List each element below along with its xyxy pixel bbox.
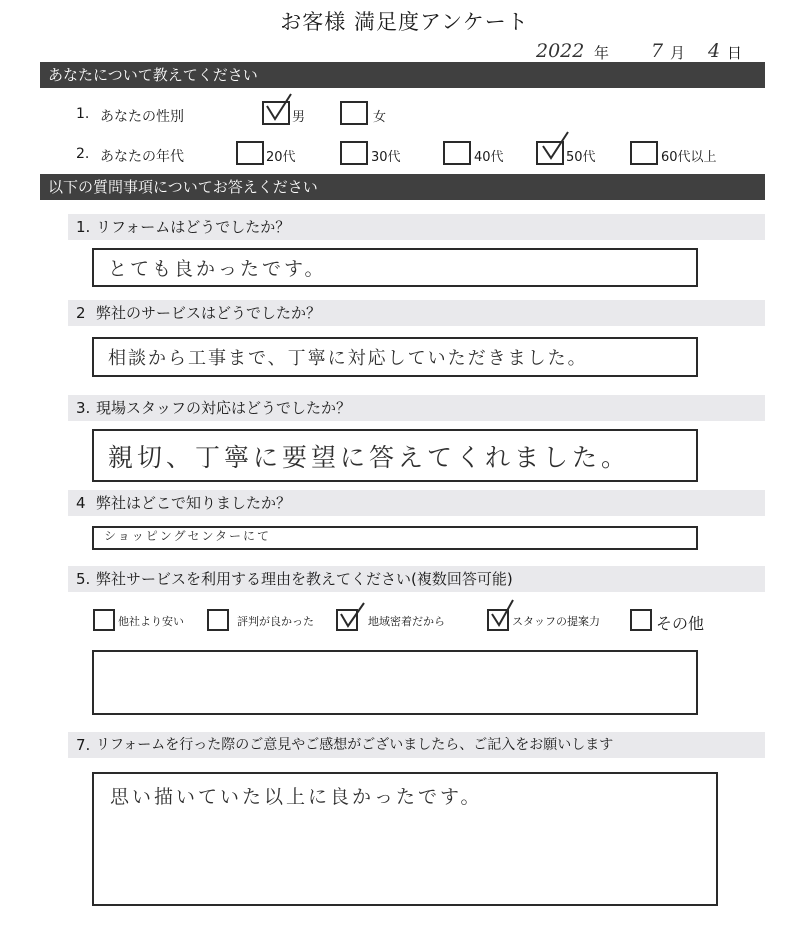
question-number: 1. bbox=[76, 218, 91, 236]
checkbox-30s[interactable] bbox=[340, 141, 368, 165]
option-20s-label: 20代 bbox=[266, 150, 296, 165]
date-year-unit: 年 bbox=[594, 44, 610, 62]
page-title: お客様 満足度アンケート bbox=[280, 10, 529, 34]
question-text: 弊社はどこで知りましたか？ bbox=[96, 494, 292, 512]
date-month-unit: 月 bbox=[670, 44, 686, 62]
option-40s-label: 40代 bbox=[474, 150, 504, 165]
option-local-label: 地域密着だから bbox=[368, 615, 445, 628]
q1-label: あなたの性別 bbox=[100, 109, 184, 125]
option-female-label: 女 bbox=[373, 110, 387, 125]
question-text: 弊社のサービスはどうでしたか？ bbox=[96, 304, 322, 322]
question-number: 2 bbox=[76, 304, 86, 322]
date-year: 2022 bbox=[536, 40, 585, 62]
question-number: 4 bbox=[76, 494, 86, 512]
question-text: リフォームはどうでしたか？ bbox=[96, 218, 291, 236]
check-mark-icon bbox=[264, 92, 294, 122]
option-other-label: その他 bbox=[656, 614, 705, 633]
question-text: 弊社サービスを利用する理由を教えてください(複数回答可能) bbox=[96, 570, 513, 588]
option-reputation-label: 評判が良かった bbox=[237, 615, 314, 628]
question-text: リフォームを行った際のご意見やご感想がございましたら、ご記入をお願いします bbox=[96, 737, 614, 753]
check-mark-icon bbox=[338, 600, 368, 630]
question-number: 5. bbox=[76, 570, 91, 588]
checkbox-cheaper[interactable] bbox=[93, 609, 115, 631]
date-day: 4 bbox=[708, 40, 721, 62]
handwritten-answer: とても良かったです。 bbox=[108, 258, 327, 280]
checkbox-20s[interactable] bbox=[236, 141, 264, 165]
handwritten-answer: 思い描いていた以上に良かったです。 bbox=[110, 786, 483, 808]
checkbox-other[interactable] bbox=[630, 609, 652, 631]
option-30s-label: 30代 bbox=[371, 150, 401, 165]
date-month: 7 bbox=[651, 40, 664, 62]
handwritten-answer: ショッピングセンターにて bbox=[104, 529, 272, 543]
option-male-label: 男 bbox=[292, 110, 306, 125]
option-60s-plus-label: 60代以上 bbox=[661, 150, 717, 165]
section2-header: 以下の質問事項についてお答えください bbox=[40, 174, 765, 200]
handwritten-answer: 親切、丁寧に要望に答えてくれました。 bbox=[108, 443, 631, 472]
answer-box[interactable] bbox=[92, 650, 698, 715]
q2-number: 2. bbox=[76, 146, 90, 162]
q1-number: 1. bbox=[76, 106, 90, 122]
q2-label: あなたの年代 bbox=[100, 149, 184, 165]
option-50s-label: 50代 bbox=[566, 150, 596, 165]
section1-header: あなたについて教えてください bbox=[40, 62, 765, 88]
handwritten-answer: 相談から工事まで、丁寧に対応していただきました。 bbox=[108, 348, 588, 369]
checkbox-female[interactable] bbox=[340, 101, 368, 125]
question-number: 3. bbox=[76, 399, 91, 417]
question-text: 現場スタッフの対応はどうでしたか？ bbox=[96, 399, 352, 417]
question-number: 7. bbox=[76, 736, 91, 754]
date-day-unit: 日 bbox=[727, 44, 743, 62]
checkbox-40s[interactable] bbox=[443, 141, 471, 165]
option-cheaper-label: 他社より安い bbox=[118, 615, 184, 628]
option-staff-proposal-label: スタッフの提案力 bbox=[512, 615, 600, 628]
checkbox-60s-plus[interactable] bbox=[630, 141, 658, 165]
checkbox-reputation[interactable] bbox=[207, 609, 229, 631]
